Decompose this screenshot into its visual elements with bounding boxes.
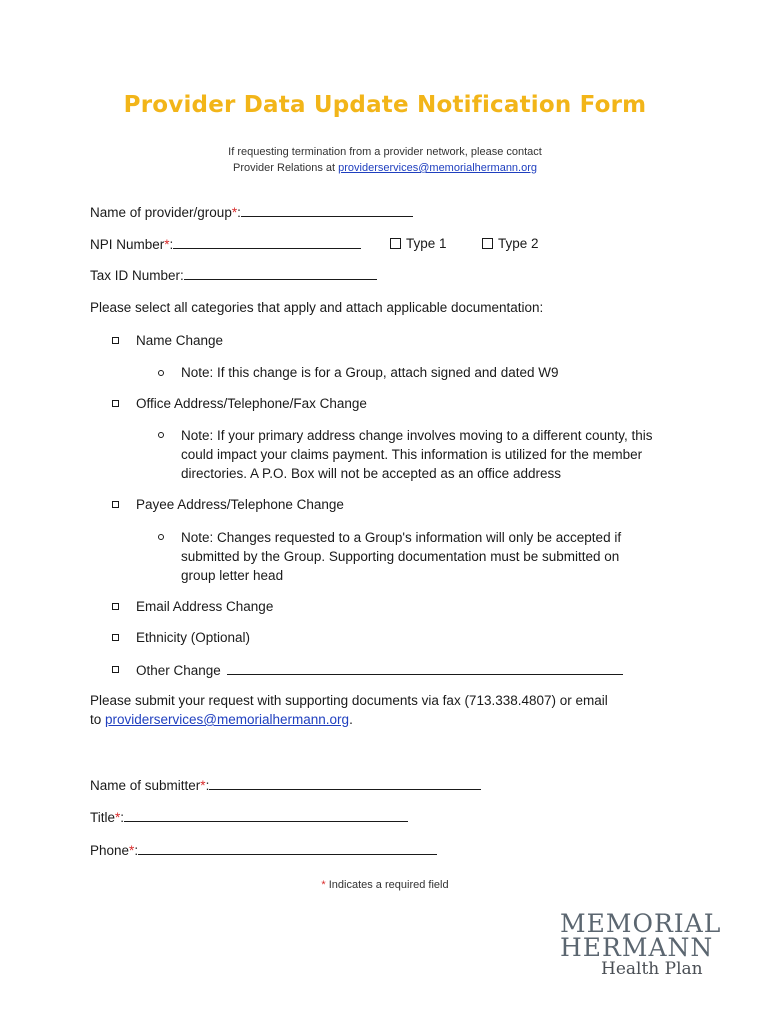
provider-name-label: Name of provider/group xyxy=(90,205,232,220)
colon: : xyxy=(237,205,241,220)
provider-name-input[interactable] xyxy=(241,204,413,217)
type2-label: Type 2 xyxy=(498,236,539,251)
phone-input[interactable] xyxy=(138,842,437,855)
intro-text: Provider Relations at xyxy=(232,162,339,174)
required-asterisk: * xyxy=(164,237,170,252)
ethnicity-checkbox[interactable] xyxy=(112,634,119,641)
note-bullet-icon xyxy=(158,534,164,540)
office-change-checkbox[interactable] xyxy=(112,400,119,407)
other-change-field xyxy=(136,662,623,678)
submit-text: to xyxy=(90,712,106,727)
note-bullet-icon xyxy=(158,432,164,438)
submitter-name-field xyxy=(90,777,481,793)
office-change-note: Note: If your primary address change involves moving to a different county, this could impact your claims payment. This information is utilized for the member directories. A P.O. Box will not be accepted as an office address xyxy=(181,428,653,481)
other-change-label: Other Change xyxy=(136,663,221,678)
intro-line-2 xyxy=(0,160,770,176)
footnote-text: Indicates a required field xyxy=(325,879,449,891)
tax-id-field xyxy=(90,267,377,283)
other-change-checkbox[interactable] xyxy=(112,666,119,673)
required-asterisk: * xyxy=(321,879,326,891)
submit-email-link[interactable]: providerservices@memorialhermann.org xyxy=(105,712,350,727)
required-asterisk: * xyxy=(200,778,206,793)
required-asterisk: * xyxy=(115,810,121,825)
intro-email-link[interactable]: providerservices@memorialhermann.org xyxy=(338,162,538,174)
type2-option[interactable] xyxy=(482,236,539,251)
required-asterisk: * xyxy=(129,843,135,858)
other-change-input[interactable] xyxy=(227,662,623,675)
submitter-name-input[interactable] xyxy=(209,777,481,790)
tax-id-input[interactable] xyxy=(184,267,377,280)
name-change-label: Name Change xyxy=(136,333,224,348)
title-label: Title xyxy=(90,810,116,825)
phone-field xyxy=(90,842,437,858)
title-input[interactable] xyxy=(124,809,408,822)
npi-input[interactable] xyxy=(173,236,361,249)
title-field xyxy=(90,809,408,825)
npi-label: NPI Number xyxy=(90,237,165,252)
colon: : xyxy=(169,237,174,252)
logo-line-1: MEMORIAL xyxy=(560,909,722,938)
office-change-label: Office Address/Telephone/Fax Change xyxy=(136,396,367,411)
payee-change-label: Payee Address/Telephone Change xyxy=(136,497,344,512)
payee-change-checkbox[interactable] xyxy=(112,501,119,508)
colon: : xyxy=(120,810,125,825)
name-change-checkbox[interactable] xyxy=(112,337,119,344)
submit-line-1: Please submit your request with supporting documents via fax (713.338.4807) or email xyxy=(90,693,608,708)
phone-label: Phone xyxy=(90,843,130,858)
submit-period: . xyxy=(349,712,353,727)
type1-label: Type 1 xyxy=(406,236,447,251)
type1-option[interactable] xyxy=(390,236,447,251)
memorial-hermann-logo xyxy=(560,909,722,962)
colon: : xyxy=(134,843,139,858)
tax-id-label: Tax ID Number: xyxy=(90,268,184,283)
intro-line-1: If requesting termination from a provider network, please contact xyxy=(228,146,542,158)
email-change-checkbox[interactable] xyxy=(112,603,119,610)
npi-field xyxy=(90,236,361,252)
email-change-label: Email Address Change xyxy=(136,599,274,614)
provider-name-field xyxy=(90,204,413,220)
required-asterisk: * xyxy=(231,205,238,220)
type2-checkbox[interactable] xyxy=(482,238,493,249)
type1-checkbox[interactable] xyxy=(390,238,401,249)
colon: : xyxy=(205,778,210,793)
ethnicity-label: Ethnicity (Optional) xyxy=(136,630,251,645)
submit-line-2 xyxy=(90,712,353,727)
instructions-text: Please select all categories that apply and attach applicable documentation: xyxy=(90,300,544,315)
logo-line-2: HERMANN xyxy=(560,933,714,962)
submitter-name-label: Name of submitter xyxy=(90,778,201,793)
page-title: Provider Data Update Notification Form xyxy=(123,92,647,118)
logo-health-plan: Health Plan xyxy=(601,959,703,979)
required-footnote xyxy=(0,879,770,891)
name-change-note: Note: If this change is for a Group, attach signed and dated W9 xyxy=(181,365,559,380)
payee-change-note: Note: Changes requested to a Group's information will only be accepted if submitted by the Group. Supporting documentation must be submitted on group letter head xyxy=(181,530,622,583)
note-bullet-icon xyxy=(158,370,164,376)
